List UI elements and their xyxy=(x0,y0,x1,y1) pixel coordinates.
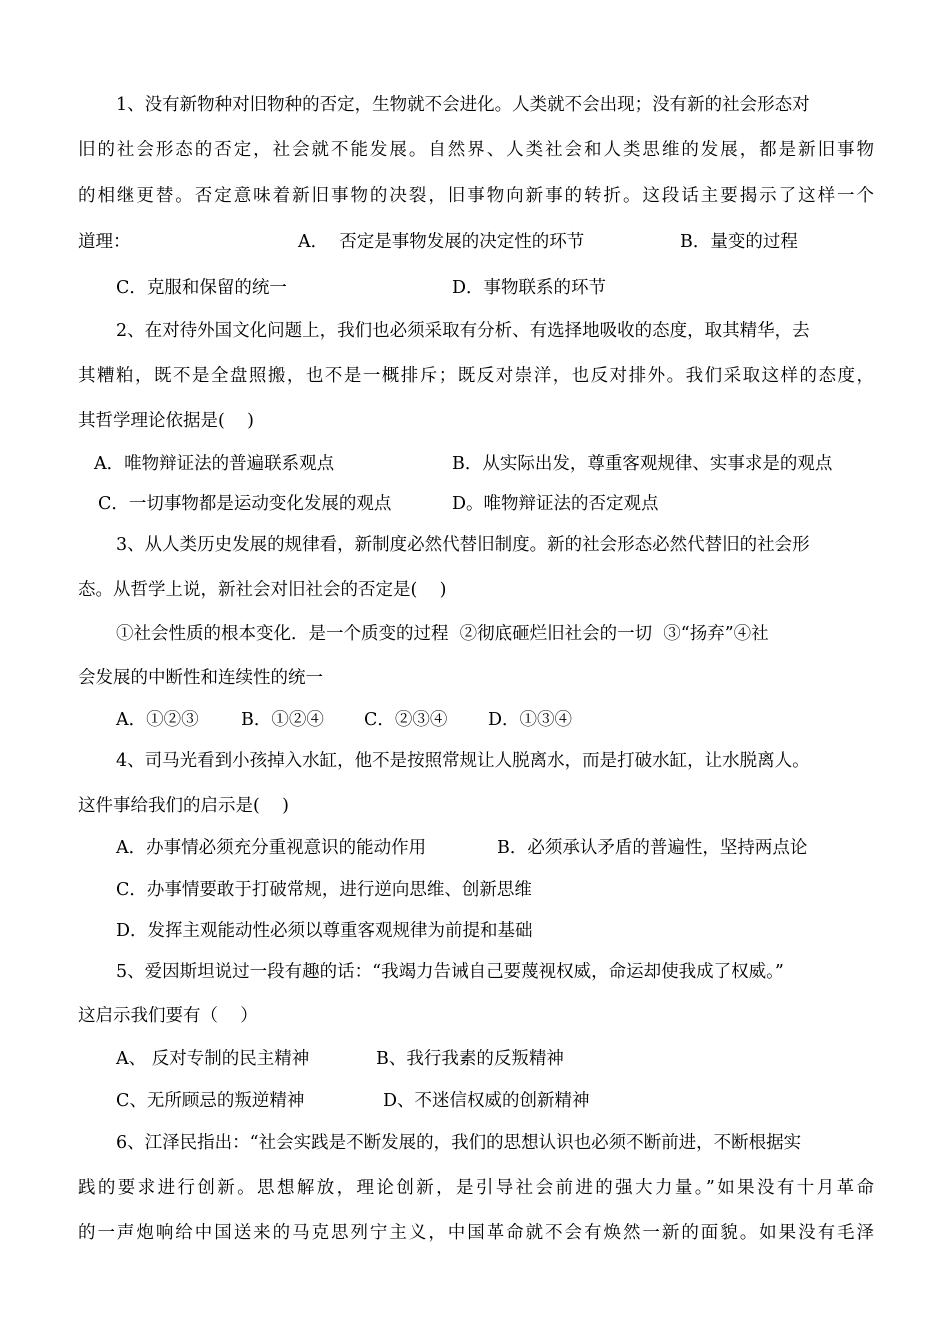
question-2-option-c: C．一切事物都是运动变化发展的观点 xyxy=(98,494,392,514)
question-2-option-a: A．唯物辩证法的普遍联系观点 xyxy=(94,454,335,474)
question-5-option-b: B、我行我素的反叛精神 xyxy=(376,1049,564,1069)
question-1-line-1: 1、没有新物种对旧物种的否定，生物就不会进化。人类就不会出现；没有新的社会形态对 xyxy=(116,95,810,115)
question-3-option-b: B．①②④ xyxy=(241,710,324,730)
question-3-line-3: ①社会性质的根本变化．是一个质变的过程 ②彻底砸烂旧社会的一切 ③“扬弃”④社 xyxy=(116,624,769,644)
question-3-option-a: A．①②③ xyxy=(116,710,199,730)
question-4-line-2: 这件事给我们的启示是( ) xyxy=(78,796,289,816)
question-1-option-d: D．事物联系的环节 xyxy=(452,278,607,298)
question-4-option-c: C．办事情要敢于打破常规，进行逆向思维、创新思维 xyxy=(116,880,532,900)
question-1-option-c: C．克服和保留的统一 xyxy=(116,278,287,298)
question-1-line-3: 的相继更替。否定意味着新旧事物的决裂，旧事物向新事的转折。这段话主要揭示了这样一个 xyxy=(78,186,874,206)
question-2-line-1: 2、在对待外国文化问题上，我们也必须采取有分析、有选择地吸收的态度，取其精华，去 xyxy=(116,321,810,341)
question-3-line-1: 3、从人类历史发展的规律看，新制度必然代替旧制度。新的社会形态必然代替旧的社会形 xyxy=(116,535,810,555)
question-2-line-3: 其哲学理论依据是( ) xyxy=(78,411,254,431)
question-1-line-2: 旧的社会形态的否定，社会就不能发展。自然界、人类社会和人类思维的发展，都是新旧事物 xyxy=(78,140,874,160)
question-5-line-1: 5、爱因斯坦说过一段有趣的话：“我竭力告诫自己要蔑视权威，命运却使我成了权威。” xyxy=(116,962,784,982)
question-1-line-4: 道理： xyxy=(78,232,131,252)
question-2-option-b: B．从实际出发，尊重客观规律、实事求是的观点 xyxy=(452,454,833,474)
question-5-option-d: D、不迷信权威的创新精神 xyxy=(383,1091,590,1111)
question-4-line-1: 4、司马光看到小孩掉入水缸，他不是按照常规让人脱离水，而是打破水缸，让水脱离人。 xyxy=(116,751,810,771)
question-6-line-3: 的一声炮响给中国送来的马克思列宁主义，中国革命就不会有焕然一新的面貌。如果没有毛泽 xyxy=(78,1223,874,1243)
question-5-option-a: A、 反对专制的民主精神 xyxy=(116,1049,310,1069)
question-3-option-c: C．②③④ xyxy=(364,710,448,730)
question-6-line-1: 6、江泽民指出：“社会实践是不断发展的，我们的思想认识也必须不断前进，不断根据实 xyxy=(116,1133,802,1153)
question-5-line-2: 这启示我们要有（ ） xyxy=(78,1006,258,1026)
question-3-option-d: D．①③④ xyxy=(488,710,573,730)
question-5-option-c: C、无所顾忌的叛逆精神 xyxy=(116,1091,305,1111)
question-4-option-a: A．办事情必须充分重视意识的能动作用 xyxy=(116,838,427,858)
question-4-option-b: B．必须承认矛盾的普遍性，坚持两点论 xyxy=(497,838,808,858)
question-1-option-a: A． 否定是事物发展的决定性的环节 xyxy=(298,232,585,252)
question-6-line-2: 践的要求进行创新。思想解放，理论创新，是引导社会前进的强大力量。”如果没有十月革命 xyxy=(78,1178,874,1198)
question-2-line-2: 其糟粕，既不是全盘照搬，也不是一概排斥；既反对崇洋，也反对排外。我们采取这样的态度， xyxy=(78,366,874,386)
question-4-option-d: D．发挥主观能动性必须以尊重客观规律为前提和基础 xyxy=(116,921,533,941)
question-3-line-2: 态。从哲学上说，新社会对旧社会的否定是( ) xyxy=(78,580,447,600)
question-1-option-b: B．量变的过程 xyxy=(680,232,798,252)
question-3-line-4: 会发展的中断性和连续性的统一 xyxy=(78,668,323,688)
question-2-option-d: D。唯物辩证法的否定观点 xyxy=(452,494,659,514)
